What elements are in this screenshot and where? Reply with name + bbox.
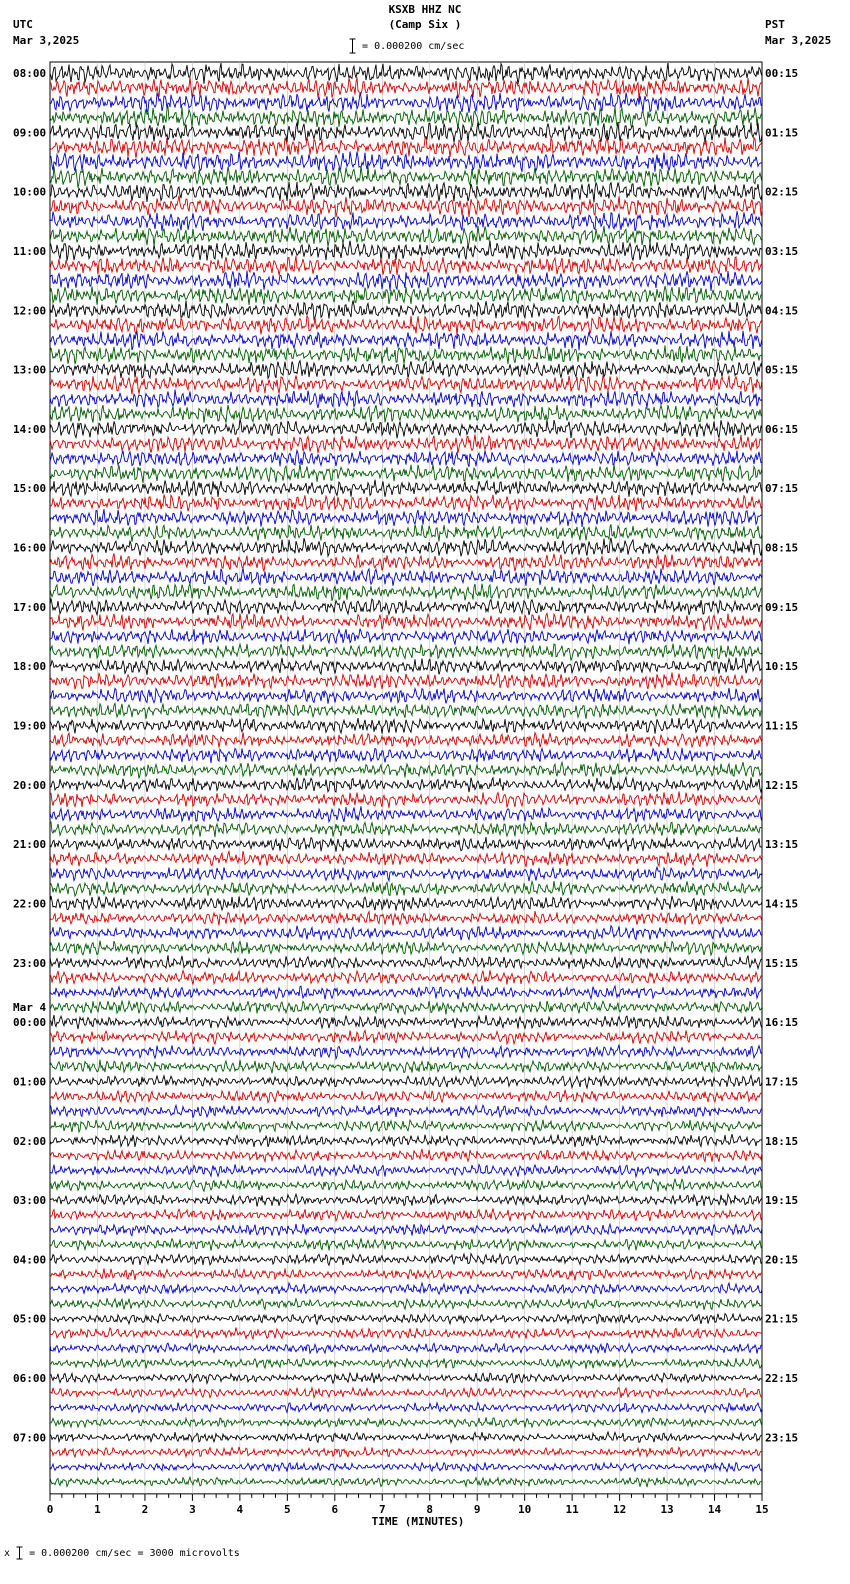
trace-line — [50, 1254, 762, 1266]
trace-line — [50, 1298, 762, 1310]
trace-line — [50, 1209, 762, 1222]
trace-line — [50, 644, 762, 660]
trace-line — [50, 1224, 762, 1236]
right-hour-label: 07:15 — [765, 482, 799, 496]
left-hour-label: 18:00 — [13, 660, 47, 674]
trace-line — [50, 1001, 762, 1015]
right-hour-label: 02:15 — [765, 185, 799, 199]
trace-line — [50, 658, 762, 675]
trace-line — [50, 926, 762, 941]
trace-line — [50, 509, 762, 527]
left-hour-label: 00:00 — [13, 1016, 47, 1030]
trace-line — [50, 1462, 762, 1471]
right-hour-label: 15:15 — [765, 956, 799, 970]
left-hour-label: 03:00 — [13, 1194, 47, 1208]
x-axis — [47, 1494, 769, 1516]
scale-text-bottom: = 0.000200 cm/sec = 3000 microvolts — [29, 1548, 240, 1559]
trace-line — [50, 613, 762, 631]
seismic-traces — [50, 63, 762, 1487]
x-tick-label: 13 — [660, 1502, 674, 1516]
trace-line — [50, 837, 762, 852]
right-hour-label: 23:15 — [765, 1431, 799, 1445]
left-hour-label: 11:00 — [13, 244, 47, 258]
left-hour-labels — [13, 67, 46, 1444]
left-hour-label: 17:00 — [13, 600, 47, 614]
x-tick-label: 14 — [707, 1502, 722, 1516]
trace-line — [50, 1328, 762, 1339]
right-hour-label: 08:15 — [765, 541, 799, 555]
x-tick-label: 5 — [284, 1502, 291, 1516]
trace-line — [50, 1015, 762, 1029]
trace-line — [50, 672, 762, 689]
trace-line — [50, 300, 762, 319]
trace-line — [50, 867, 762, 881]
trace-line — [50, 1283, 762, 1294]
left-hour-label: 16:00 — [13, 541, 47, 555]
x-tick-label: 8 — [426, 1502, 434, 1516]
x-tick-label: 0 — [46, 1502, 54, 1516]
trace-line — [50, 896, 762, 911]
left-hour-label: 10:00 — [13, 185, 47, 199]
x-tick-label: 4 — [236, 1502, 244, 1516]
day-change-label: Mar 4 — [13, 1001, 47, 1015]
left-hour-label: 14:00 — [13, 422, 47, 436]
trace-line — [50, 405, 762, 423]
trace-line — [50, 762, 762, 778]
trace-line — [50, 226, 762, 247]
trace-line — [50, 495, 762, 513]
trace-line — [50, 599, 762, 616]
trace-line — [50, 1402, 762, 1412]
left-hour-label: 05:00 — [13, 1312, 47, 1326]
trace-line — [50, 376, 762, 395]
left-hour-label: 04:00 — [13, 1253, 47, 1267]
x-tick-label: 3 — [189, 1502, 196, 1516]
trace-line — [50, 1060, 762, 1074]
left-hour-label: 20:00 — [13, 778, 47, 792]
right-hour-label: 09:15 — [765, 600, 799, 614]
left-hour-label: 15:00 — [13, 482, 47, 496]
trace-line — [50, 480, 762, 497]
trace-line — [50, 584, 762, 601]
right-hour-labels — [765, 67, 798, 1444]
right-hour-label: 12:15 — [765, 778, 799, 792]
trace-line — [50, 703, 762, 719]
trace-line — [50, 1477, 762, 1487]
trace-line — [50, 434, 762, 453]
x-tick-label: 15 — [755, 1502, 769, 1516]
x-tick-label: 9 — [473, 1502, 481, 1516]
trace-line — [50, 1238, 762, 1250]
station-title: KSXB HHZ NC — [388, 3, 462, 16]
x-tick-label: 2 — [141, 1502, 149, 1516]
station-location: (Camp Six ) — [388, 18, 462, 31]
left-hour-label: 12:00 — [13, 304, 47, 318]
trace-line — [50, 688, 762, 704]
trace-line — [50, 256, 762, 275]
trace-line — [50, 1120, 762, 1132]
right-hour-label: 10:15 — [765, 660, 799, 674]
trace-line — [50, 360, 762, 378]
trace-line — [50, 1134, 762, 1147]
left-hour-label: 19:00 — [13, 719, 47, 733]
trace-line — [50, 851, 762, 867]
trace-line — [50, 1164, 762, 1176]
right-hour-label: 03:15 — [765, 244, 799, 258]
trace-line — [50, 748, 762, 763]
trace-line — [50, 107, 762, 129]
trace-line — [50, 1076, 762, 1089]
x-tick-label: 12 — [612, 1502, 627, 1516]
trace-line — [50, 538, 762, 556]
left-timezone: UTC — [13, 18, 33, 31]
trace-line — [50, 122, 762, 142]
trace-line — [50, 822, 762, 837]
scale-legend-top — [349, 38, 464, 54]
left-hour-label: 13:00 — [13, 363, 47, 377]
right-hour-label: 16:15 — [765, 1016, 799, 1030]
right-hour-label: 00:15 — [765, 67, 799, 80]
trace-line — [50, 986, 762, 1000]
trace-line — [50, 568, 762, 586]
scale-legend-bottom — [4, 1546, 240, 1560]
left-hour-label: 02:00 — [13, 1134, 47, 1148]
trace-line — [50, 970, 762, 984]
trace-line — [50, 524, 762, 542]
right-hour-label: 21:15 — [765, 1312, 799, 1326]
trace-line — [50, 732, 762, 747]
right-hour-label: 11:15 — [765, 719, 799, 733]
trace-line — [50, 419, 762, 438]
right-hour-label: 01:15 — [765, 126, 799, 140]
trace-line — [50, 777, 762, 793]
trace-line — [50, 241, 762, 261]
trace-line — [50, 389, 762, 408]
trace-line — [50, 1090, 762, 1103]
trace-line — [50, 718, 762, 734]
trace-line — [50, 1105, 762, 1118]
x-tick-label: 6 — [331, 1502, 339, 1516]
scale-bar-icon — [16, 1546, 23, 1560]
trace-line — [50, 1045, 762, 1059]
right-hour-label: 20:15 — [765, 1253, 799, 1267]
trace-line — [50, 1314, 762, 1325]
trace-line — [50, 1373, 762, 1384]
x-tick-label: 11 — [565, 1502, 579, 1516]
left-hour-label: 21:00 — [13, 838, 47, 852]
left-hour-label: 09:00 — [13, 126, 47, 140]
trace-line — [50, 1030, 762, 1044]
right-hour-label: 04:15 — [765, 304, 799, 318]
trace-line — [50, 941, 762, 956]
trace-line — [50, 331, 762, 351]
trace-line — [50, 806, 762, 822]
x-axis-label: TIME (MINUTES) — [371, 1514, 465, 1528]
trace-line — [50, 211, 762, 231]
left-hour-label: 06:00 — [13, 1372, 47, 1386]
trace-line — [50, 464, 762, 483]
trace-line — [50, 1388, 762, 1398]
trace-line — [50, 553, 762, 571]
right-hour-label: 05:15 — [765, 363, 799, 377]
trace-line — [50, 1268, 762, 1280]
left-hour-label: 08:00 — [13, 67, 47, 80]
trace-line — [50, 1417, 762, 1427]
trace-line — [50, 1194, 762, 1206]
trace-line — [50, 1179, 762, 1192]
x-tick-label: 7 — [378, 1502, 386, 1516]
trace-line — [50, 955, 762, 969]
trace-line — [50, 63, 762, 84]
left-hour-label: 07:00 — [13, 1431, 47, 1445]
right-hour-label: 18:15 — [765, 1134, 799, 1148]
trace-line — [50, 791, 762, 807]
trace-line — [50, 1447, 762, 1457]
right-hour-label: 17:15 — [765, 1075, 799, 1089]
trace-line — [50, 881, 762, 896]
trace-line — [50, 629, 762, 645]
right-hour-label: 22:15 — [765, 1372, 799, 1386]
trace-line — [50, 450, 762, 467]
trace-line — [50, 93, 762, 113]
right-hour-label: 19:15 — [765, 1194, 799, 1208]
trace-line — [50, 345, 762, 364]
x-tick-label: 1 — [94, 1502, 101, 1516]
left-hour-label: 01:00 — [13, 1075, 47, 1089]
left-hour-label: 23:00 — [13, 956, 47, 970]
trace-line — [50, 911, 762, 925]
trace-line — [50, 1149, 762, 1162]
scale-bar-icon — [349, 38, 356, 54]
scale-marker-x: x — [4, 1548, 11, 1559]
trace-line — [50, 1343, 762, 1353]
trace-line — [50, 152, 762, 172]
left-hour-label: 22:00 — [13, 897, 47, 911]
trace-line — [50, 1432, 762, 1442]
left-date: Mar 3,2025 — [13, 34, 80, 47]
right-hour-label: 13:15 — [765, 838, 799, 852]
trace-line — [50, 286, 762, 305]
right-timezone: PST — [765, 18, 785, 31]
right-date: Mar 3,2025 — [765, 34, 832, 47]
right-hour-label: 06:15 — [765, 422, 799, 436]
trace-line — [50, 316, 762, 335]
x-tick-label: 10 — [518, 1502, 532, 1516]
right-hour-label: 14:15 — [765, 897, 799, 911]
scale-text-top: = 0.000200 cm/sec — [362, 41, 465, 52]
trace-line — [50, 1358, 762, 1369]
